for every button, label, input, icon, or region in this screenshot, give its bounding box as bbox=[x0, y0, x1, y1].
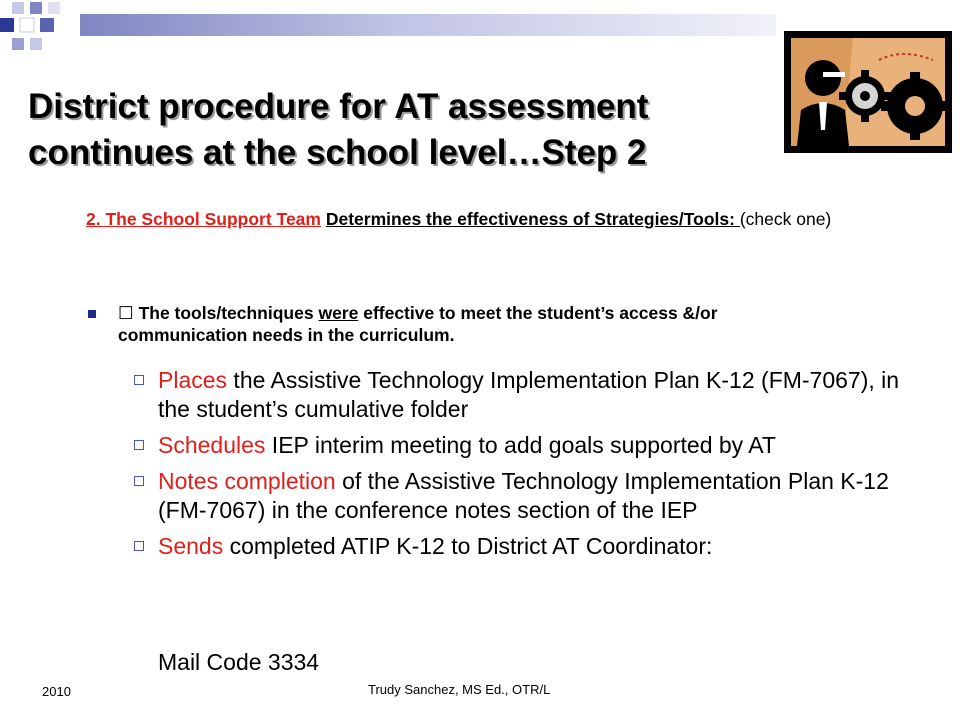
hollow-square-bullet-icon bbox=[134, 375, 144, 385]
list-item bbox=[134, 532, 924, 561]
footer-author: Trudy Sanchez, MS Ed., OTR/L bbox=[368, 682, 551, 697]
footer-year: 2010 bbox=[42, 684, 71, 699]
effective-bullet bbox=[88, 302, 848, 346]
determines-label: Determines the effectiveness of Strategies/Tools: bbox=[325, 209, 740, 229]
check-one-label: (check one) bbox=[739, 209, 832, 229]
item-text: completed ATIP K-12 to District AT Coordinator: bbox=[223, 533, 713, 559]
slide-title bbox=[28, 84, 788, 176]
list-item bbox=[134, 366, 924, 424]
intro-paragraph bbox=[86, 208, 858, 230]
bullet-text-before: The tools/techniques bbox=[133, 303, 319, 323]
bullet-text-were: were bbox=[318, 303, 359, 323]
checkbox-glyph: ☐ bbox=[118, 303, 134, 323]
gears-person-clipart-icon bbox=[783, 30, 953, 154]
list-item bbox=[134, 431, 924, 460]
hollow-square-bullet-icon bbox=[134, 440, 144, 450]
list-item bbox=[134, 467, 924, 525]
item-highlight: Schedules bbox=[158, 432, 266, 458]
hollow-square-bullet-icon bbox=[134, 476, 144, 486]
item-highlight: Notes completion bbox=[158, 468, 336, 494]
item-text: the Assistive Technology Implementation Plan K-12 (FM-7067), in the student’s cumulative folder bbox=[158, 367, 900, 422]
hollow-square-bullet-icon bbox=[134, 541, 144, 551]
square-bullet-icon bbox=[88, 310, 96, 318]
item-highlight: Places bbox=[158, 367, 228, 393]
action-list bbox=[134, 366, 924, 568]
item-text: of the Assistive Technology Implementation Plan K-12 (FM-7067) in the conference notes section of the IEP bbox=[158, 468, 889, 523]
item-highlight: Sends bbox=[158, 533, 224, 559]
bullet-text-after: effective to meet the student’s access &/or communication needs in the curriculum. bbox=[118, 303, 718, 345]
support-team-label: 2. The School Support Team bbox=[86, 209, 321, 229]
title-line-1: District procedure for AT assessment bbox=[28, 87, 649, 126]
decorative-squares-icon bbox=[0, 0, 80, 60]
mail-code: Mail Code 3334 bbox=[158, 649, 320, 675]
title-line-2: continues at the school level…Step 2 bbox=[28, 133, 647, 172]
header-gradient-bar bbox=[80, 14, 776, 36]
item-text: IEP interim meeting to add goals supported by AT bbox=[265, 432, 776, 458]
